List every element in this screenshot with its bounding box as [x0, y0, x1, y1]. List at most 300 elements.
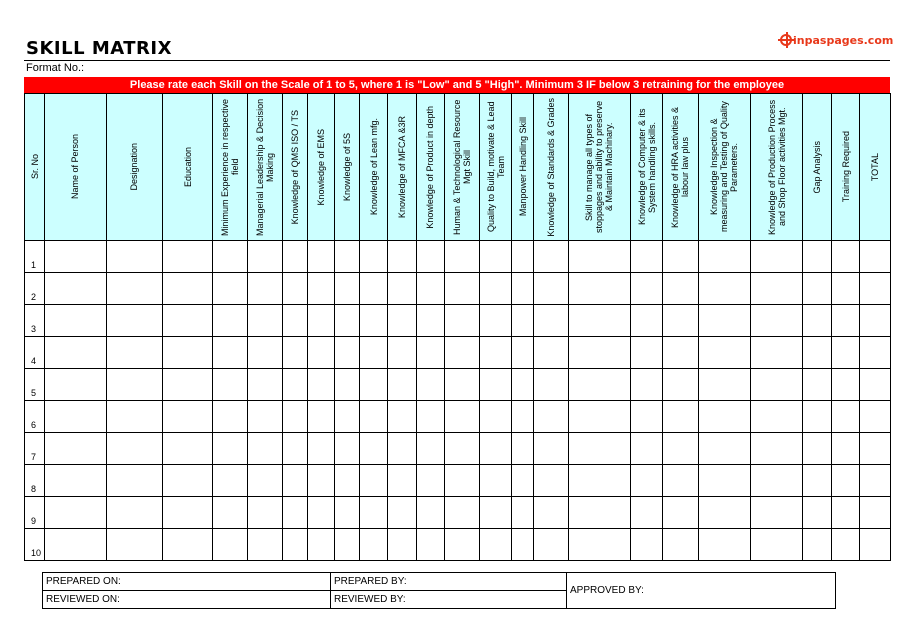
rating-cell[interactable]	[45, 433, 106, 465]
rating-cell[interactable]	[832, 337, 859, 369]
rating-cell[interactable]	[106, 241, 162, 273]
rating-cell[interactable]	[568, 433, 630, 465]
approval-footer	[42, 572, 836, 609]
rating-instruction-banner: Please rate each Skill on the Scale of 1 to 5, where 1 is "Low" and 5 "High". Minimum 3 IF below 3 retraining for the employee	[24, 77, 890, 93]
rating-cell[interactable]	[568, 529, 630, 561]
column-header	[307, 94, 334, 241]
rating-cell[interactable]	[360, 401, 388, 433]
rating-cell[interactable]	[162, 241, 212, 273]
rating-cell[interactable]	[698, 433, 750, 465]
rating-cell[interactable]	[803, 337, 832, 369]
rating-cell[interactable]	[247, 529, 282, 561]
rating-cell[interactable]	[631, 241, 663, 273]
rating-cell[interactable]	[803, 241, 832, 273]
rating-cell[interactable]	[512, 273, 534, 305]
rating-cell[interactable]	[859, 497, 890, 529]
serial-number-cell: 6	[25, 401, 45, 433]
rating-cell[interactable]	[480, 369, 512, 401]
rating-cell[interactable]	[106, 337, 162, 369]
matrix-body	[25, 241, 891, 561]
rating-cell[interactable]	[307, 497, 334, 529]
serial-number-cell: 8	[25, 465, 45, 497]
table-row	[25, 401, 891, 433]
rating-cell[interactable]	[307, 465, 334, 497]
rating-cell[interactable]	[162, 433, 212, 465]
rating-cell[interactable]	[859, 465, 890, 497]
column-header-label: Knowledge of Product in depth	[425, 105, 436, 229]
rating-cell[interactable]	[534, 305, 568, 337]
rating-cell[interactable]	[832, 305, 859, 337]
rating-cell[interactable]	[631, 401, 663, 433]
table-row	[25, 241, 891, 273]
column-header	[568, 94, 630, 241]
column-header-label: Knowledge of Lean mfg.	[368, 118, 379, 216]
rating-cell[interactable]	[106, 273, 162, 305]
column-header-label: Designation	[129, 143, 140, 191]
crosshair-logo-icon	[780, 34, 792, 46]
column-header-label: Knowledge Inspection & measuring and Testing of Quality Parameters.	[709, 101, 740, 233]
rating-cell[interactable]	[444, 497, 479, 529]
reviewed-on-field[interactable]: REVIEWED ON:	[43, 591, 331, 609]
rating-cell[interactable]	[307, 241, 334, 273]
column-header	[859, 94, 890, 241]
rating-cell[interactable]	[282, 401, 307, 433]
rating-cell[interactable]	[282, 273, 307, 305]
rating-cell[interactable]	[247, 369, 282, 401]
column-header-label: Human & Technological Resource Mgt Skill	[451, 99, 472, 235]
rating-cell[interactable]	[512, 369, 534, 401]
column-header	[832, 94, 859, 241]
rating-cell[interactable]	[859, 273, 890, 305]
rating-cell[interactable]	[416, 497, 444, 529]
rating-cell[interactable]	[45, 305, 106, 337]
rating-cell[interactable]	[162, 401, 212, 433]
rating-cell[interactable]	[444, 369, 479, 401]
rating-cell[interactable]	[247, 241, 282, 273]
rating-cell[interactable]	[162, 273, 212, 305]
rating-cell[interactable]	[247, 305, 282, 337]
rating-cell[interactable]	[162, 369, 212, 401]
rating-cell[interactable]	[45, 401, 106, 433]
table-row	[25, 497, 891, 529]
rating-cell[interactable]	[213, 337, 247, 369]
rating-cell[interactable]	[663, 401, 698, 433]
rating-cell[interactable]	[534, 401, 568, 433]
column-header-label: Sr. No	[29, 154, 40, 180]
rating-cell[interactable]	[631, 465, 663, 497]
rating-cell[interactable]	[750, 305, 802, 337]
column-header-label: Knowledge of HRA activities & labour law plus	[670, 106, 691, 228]
column-header	[282, 94, 307, 241]
rating-cell[interactable]	[480, 241, 512, 273]
rating-cell[interactable]	[335, 337, 360, 369]
rating-cell[interactable]	[444, 401, 479, 433]
rating-cell[interactable]	[213, 433, 247, 465]
prepared-on-field[interactable]: PREPARED ON:	[43, 573, 331, 591]
rating-cell[interactable]	[162, 305, 212, 337]
column-header	[335, 94, 360, 241]
rating-cell[interactable]	[444, 273, 479, 305]
rating-cell[interactable]	[307, 305, 334, 337]
rating-cell[interactable]	[512, 433, 534, 465]
rating-cell[interactable]	[534, 465, 568, 497]
rating-cell[interactable]	[388, 529, 416, 561]
rating-cell[interactable]	[213, 465, 247, 497]
rating-cell[interactable]	[698, 241, 750, 273]
rating-cell[interactable]	[568, 273, 630, 305]
rating-cell[interactable]	[282, 497, 307, 529]
rating-cell[interactable]	[444, 241, 479, 273]
rating-cell[interactable]	[832, 433, 859, 465]
column-header-label: Training Required	[840, 131, 851, 203]
serial-number-cell: 10	[25, 529, 45, 561]
rating-cell[interactable]	[663, 529, 698, 561]
rating-cell[interactable]	[631, 529, 663, 561]
rating-cell[interactable]	[388, 497, 416, 529]
rating-cell[interactable]	[444, 433, 479, 465]
rating-cell[interactable]	[859, 241, 890, 273]
rating-cell[interactable]	[631, 305, 663, 337]
rating-cell[interactable]	[335, 273, 360, 305]
rating-cell[interactable]	[247, 465, 282, 497]
rating-cell[interactable]	[45, 465, 106, 497]
column-header	[698, 94, 750, 241]
rating-cell[interactable]	[832, 241, 859, 273]
serial-number-cell: 9	[25, 497, 45, 529]
rating-cell[interactable]	[803, 465, 832, 497]
column-header	[416, 94, 444, 241]
column-header-label: Managerial Leadership & Decision Making	[254, 98, 275, 236]
rating-cell[interactable]	[568, 465, 630, 497]
rating-cell[interactable]	[213, 273, 247, 305]
serial-number-cell: 4	[25, 337, 45, 369]
rating-cell[interactable]	[388, 433, 416, 465]
column-header-label: Knowledge of EMS	[316, 128, 327, 206]
rating-cell[interactable]	[698, 273, 750, 305]
rating-cell[interactable]	[106, 497, 162, 529]
rating-cell[interactable]	[698, 305, 750, 337]
rating-cell[interactable]	[360, 337, 388, 369]
rating-cell[interactable]	[859, 369, 890, 401]
logo-text: inpaspages.com	[793, 34, 894, 47]
rating-cell[interactable]	[213, 529, 247, 561]
rating-cell[interactable]	[444, 337, 479, 369]
rating-cell[interactable]	[663, 273, 698, 305]
rating-cell[interactable]	[631, 369, 663, 401]
prepared-by-field[interactable]: PREPARED BY:	[331, 573, 567, 591]
rating-cell[interactable]	[335, 433, 360, 465]
rating-cell[interactable]	[480, 497, 512, 529]
rating-cell[interactable]	[663, 497, 698, 529]
rating-cell[interactable]	[568, 497, 630, 529]
rating-cell[interactable]	[388, 401, 416, 433]
rating-cell[interactable]	[45, 241, 106, 273]
rating-cell[interactable]	[512, 529, 534, 561]
column-header	[534, 94, 568, 241]
column-header	[25, 94, 45, 241]
rating-cell[interactable]	[106, 529, 162, 561]
rating-cell[interactable]	[631, 433, 663, 465]
serial-number-cell: 5	[25, 369, 45, 401]
rating-cell[interactable]	[247, 433, 282, 465]
rating-cell[interactable]	[335, 305, 360, 337]
rating-cell[interactable]	[750, 497, 802, 529]
serial-number-cell: 1	[25, 241, 45, 273]
rating-cell[interactable]	[360, 465, 388, 497]
rating-cell[interactable]	[307, 337, 334, 369]
rating-cell[interactable]	[307, 369, 334, 401]
rating-cell[interactable]	[568, 305, 630, 337]
rating-cell[interactable]	[388, 369, 416, 401]
column-header-label: TOTAL	[869, 152, 880, 182]
rating-cell[interactable]	[832, 465, 859, 497]
rating-cell[interactable]	[512, 241, 534, 273]
rating-cell[interactable]	[360, 305, 388, 337]
rating-cell[interactable]	[750, 369, 802, 401]
rating-cell[interactable]	[416, 369, 444, 401]
rating-cell[interactable]	[512, 305, 534, 337]
column-header-label: Knowledge of MFCA &3R	[397, 115, 408, 219]
rating-cell[interactable]	[388, 273, 416, 305]
rating-cell[interactable]	[480, 273, 512, 305]
rating-cell[interactable]	[832, 401, 859, 433]
rating-cell[interactable]	[416, 241, 444, 273]
rating-cell[interactable]	[480, 401, 512, 433]
rating-cell[interactable]	[282, 465, 307, 497]
serial-number-cell: 3	[25, 305, 45, 337]
column-header-label: Knowledge of Computer & its System handling skills.	[636, 108, 657, 226]
rating-cell[interactable]	[282, 241, 307, 273]
rating-cell[interactable]	[663, 465, 698, 497]
rating-cell[interactable]	[45, 529, 106, 561]
rating-cell[interactable]	[698, 465, 750, 497]
reviewed-by-field[interactable]: REVIEWED BY:	[331, 591, 567, 609]
column-header-label: Knowledge of QMS ISO / TS	[289, 109, 300, 225]
rating-cell[interactable]	[803, 433, 832, 465]
column-header-label: Skill to manage all types of stoppages and ability to preserve & Maintain Machinary.	[584, 100, 615, 234]
rating-cell[interactable]	[388, 465, 416, 497]
rating-cell[interactable]	[282, 337, 307, 369]
rating-cell[interactable]	[162, 337, 212, 369]
rating-cell[interactable]	[568, 337, 630, 369]
rating-cell[interactable]	[859, 529, 890, 561]
rating-cell[interactable]	[282, 369, 307, 401]
rating-cell[interactable]	[832, 497, 859, 529]
rating-cell[interactable]	[480, 433, 512, 465]
rating-cell[interactable]	[360, 369, 388, 401]
rating-cell[interactable]	[534, 497, 568, 529]
rating-cell[interactable]	[335, 529, 360, 561]
serial-number-cell: 2	[25, 273, 45, 305]
rating-cell[interactable]	[335, 401, 360, 433]
rating-cell[interactable]	[803, 497, 832, 529]
rating-cell[interactable]	[247, 401, 282, 433]
skill-matrix-table	[24, 93, 891, 561]
rating-cell[interactable]	[106, 401, 162, 433]
rating-cell[interactable]	[282, 433, 307, 465]
rating-cell[interactable]	[106, 305, 162, 337]
rating-cell[interactable]	[416, 433, 444, 465]
rating-cell[interactable]	[568, 401, 630, 433]
rating-cell[interactable]	[388, 241, 416, 273]
rating-cell[interactable]	[106, 369, 162, 401]
column-header-label: Education	[182, 146, 193, 188]
rating-cell[interactable]	[859, 305, 890, 337]
rating-cell[interactable]	[534, 337, 568, 369]
approved-by-field[interactable]: APPROVED BY:	[567, 573, 836, 609]
page-title: SKILL MATRIX	[26, 38, 172, 59]
rating-cell[interactable]	[750, 337, 802, 369]
rating-cell[interactable]	[512, 497, 534, 529]
rating-cell[interactable]	[534, 433, 568, 465]
rating-cell[interactable]	[803, 401, 832, 433]
rating-cell[interactable]	[859, 433, 890, 465]
column-header-label: Knowledge of Production Process and Shop Floor activities Mgt.	[766, 99, 787, 235]
rating-cell[interactable]	[534, 369, 568, 401]
rating-cell[interactable]	[45, 337, 106, 369]
rating-cell[interactable]	[568, 369, 630, 401]
column-header	[106, 94, 162, 241]
rating-cell[interactable]	[416, 305, 444, 337]
rating-cell[interactable]	[213, 369, 247, 401]
rating-cell[interactable]	[213, 401, 247, 433]
rating-cell[interactable]	[213, 305, 247, 337]
rating-cell[interactable]	[360, 241, 388, 273]
rating-cell[interactable]	[416, 401, 444, 433]
column-header	[750, 94, 802, 241]
rating-cell[interactable]	[803, 529, 832, 561]
rating-cell[interactable]	[480, 305, 512, 337]
rating-cell[interactable]	[247, 337, 282, 369]
column-header	[45, 94, 106, 241]
column-header-label: Knowledge of 5S	[342, 132, 353, 202]
rating-cell[interactable]	[416, 337, 444, 369]
rating-cell[interactable]	[750, 401, 802, 433]
rating-cell[interactable]	[162, 529, 212, 561]
rating-cell[interactable]	[307, 401, 334, 433]
rating-cell[interactable]	[859, 401, 890, 433]
rating-cell[interactable]	[803, 273, 832, 305]
column-header	[213, 94, 247, 241]
rating-cell[interactable]	[698, 497, 750, 529]
rating-cell[interactable]	[106, 433, 162, 465]
column-header	[247, 94, 282, 241]
rating-cell[interactable]	[534, 529, 568, 561]
rating-cell[interactable]	[307, 273, 334, 305]
rating-cell[interactable]	[698, 401, 750, 433]
rating-cell[interactable]	[698, 369, 750, 401]
column-header-label: Gap Analysis	[812, 140, 823, 194]
rating-cell[interactable]	[282, 305, 307, 337]
rating-cell[interactable]	[512, 401, 534, 433]
rating-cell[interactable]	[859, 337, 890, 369]
rating-cell[interactable]	[360, 273, 388, 305]
rating-cell[interactable]	[803, 369, 832, 401]
rating-cell[interactable]	[106, 465, 162, 497]
rating-cell[interactable]	[480, 529, 512, 561]
rating-cell[interactable]	[444, 465, 479, 497]
column-header	[388, 94, 416, 241]
rating-cell[interactable]	[832, 529, 859, 561]
rating-cell[interactable]	[750, 433, 802, 465]
rating-cell[interactable]	[247, 273, 282, 305]
rating-cell[interactable]	[213, 241, 247, 273]
rating-cell[interactable]	[663, 337, 698, 369]
rating-cell[interactable]	[663, 433, 698, 465]
column-header-label: Manpower Handling Skill	[517, 117, 528, 217]
rating-cell[interactable]	[360, 497, 388, 529]
rating-cell[interactable]	[698, 337, 750, 369]
rating-cell[interactable]	[631, 497, 663, 529]
table-row	[25, 273, 891, 305]
table-row	[25, 465, 891, 497]
rating-cell[interactable]	[663, 305, 698, 337]
rating-cell[interactable]	[480, 337, 512, 369]
rating-cell[interactable]	[832, 369, 859, 401]
column-header	[444, 94, 479, 241]
rating-cell[interactable]	[534, 241, 568, 273]
rating-cell[interactable]	[534, 273, 568, 305]
table-row	[25, 529, 891, 561]
rating-cell[interactable]	[663, 369, 698, 401]
format-number-label: Format No.:	[26, 62, 85, 74]
rating-cell[interactable]	[45, 497, 106, 529]
table-row	[25, 305, 891, 337]
rating-cell[interactable]	[750, 465, 802, 497]
rating-cell[interactable]	[416, 529, 444, 561]
rating-cell[interactable]	[162, 465, 212, 497]
rating-cell[interactable]	[388, 305, 416, 337]
rating-cell[interactable]	[444, 305, 479, 337]
rating-cell[interactable]	[307, 433, 334, 465]
rating-cell[interactable]	[750, 241, 802, 273]
rating-cell[interactable]	[832, 273, 859, 305]
rating-cell[interactable]	[663, 241, 698, 273]
rating-cell[interactable]	[512, 465, 534, 497]
rating-cell[interactable]	[444, 529, 479, 561]
rating-cell[interactable]	[480, 465, 512, 497]
column-header	[162, 94, 212, 241]
rating-cell[interactable]	[335, 497, 360, 529]
rating-cell[interactable]	[360, 529, 388, 561]
rating-cell[interactable]	[360, 433, 388, 465]
column-header-row	[25, 94, 891, 241]
rating-cell[interactable]	[631, 337, 663, 369]
column-header	[360, 94, 388, 241]
rating-cell[interactable]	[45, 273, 106, 305]
rating-cell[interactable]	[803, 305, 832, 337]
rating-cell[interactable]	[750, 529, 802, 561]
rating-cell[interactable]	[213, 497, 247, 529]
rating-cell[interactable]	[750, 273, 802, 305]
rating-cell[interactable]	[307, 529, 334, 561]
rating-cell[interactable]	[388, 337, 416, 369]
rating-cell[interactable]	[416, 465, 444, 497]
rating-cell[interactable]	[631, 273, 663, 305]
rating-cell[interactable]	[568, 241, 630, 273]
column-header-label: Minimum Experience in respective field	[219, 98, 240, 236]
rating-cell[interactable]	[335, 465, 360, 497]
rating-cell[interactable]	[335, 369, 360, 401]
rating-cell[interactable]	[416, 273, 444, 305]
rating-cell[interactable]	[335, 241, 360, 273]
rating-cell[interactable]	[45, 369, 106, 401]
rating-cell[interactable]	[512, 337, 534, 369]
rating-cell[interactable]	[698, 529, 750, 561]
rating-cell[interactable]	[247, 497, 282, 529]
rating-cell[interactable]	[162, 497, 212, 529]
rating-cell[interactable]	[282, 529, 307, 561]
